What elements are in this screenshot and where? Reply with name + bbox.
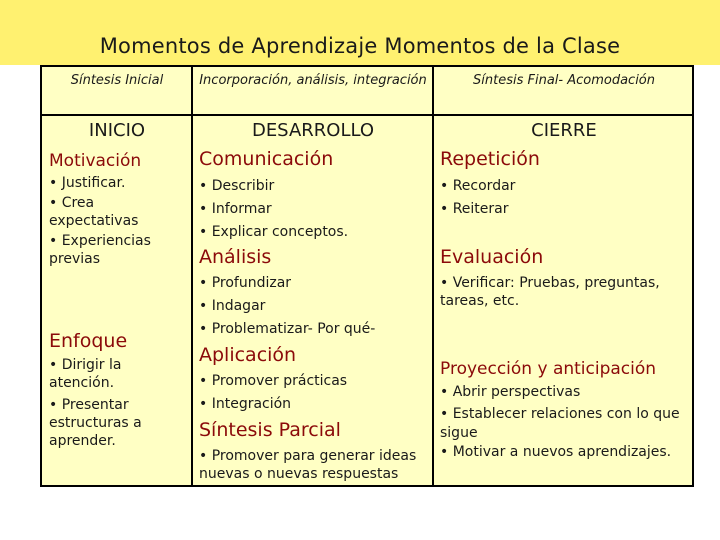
- list-item: • Indagar: [199, 298, 266, 314]
- section-items-evaluacion: [440, 274, 688, 310]
- section-items-comunicacion: [199, 175, 427, 244]
- slide-title: Momentos de Aprendizaje Momentos de la Clase: [99, 34, 621, 58]
- section-items-proyeccion: [440, 383, 690, 462]
- list-item: • Abrir perspectivas: [440, 384, 581, 400]
- column-divider: [432, 67, 434, 485]
- list-item: • Justificar.: [49, 175, 126, 191]
- section-title-comunicacion: Comunicación: [199, 148, 334, 170]
- section-items-sintesis-parcial: [199, 447, 427, 483]
- section-title-analisis: Análisis: [199, 246, 272, 268]
- section-title-evaluacion: Evaluación: [440, 246, 544, 268]
- list-item: • Promover para generar ideas nuevas o nuevas respuestas: [199, 448, 417, 482]
- list-item: • Integración: [199, 396, 292, 412]
- section-title-aplicacion: Aplicación: [199, 344, 297, 366]
- list-item: • Dirigir la atención.: [49, 357, 122, 391]
- list-item: • Explicar conceptos.: [199, 224, 349, 240]
- list-item: • Recordar: [440, 178, 516, 194]
- list-item: • Establecer relaciones con lo que sigue: [440, 406, 680, 441]
- section-title-repeticion: Repetición: [440, 148, 540, 170]
- list-item: • Informar: [199, 201, 272, 217]
- phase-inicio: INICIO: [88, 120, 146, 141]
- header-divider: [42, 114, 692, 116]
- list-item: • Verificar: Pruebas, preguntas, tareas, etc.: [440, 275, 660, 309]
- section-title-sintesis-parcial: Síntesis Parcial: [199, 419, 341, 441]
- list-item: • Profundizar: [199, 275, 292, 291]
- section-title-motivacion: Motivación: [49, 151, 142, 171]
- column-header-sintesis-final: Síntesis Final- Acomodación: [473, 73, 655, 88]
- list-item: • Describir: [199, 178, 275, 194]
- list-item: • Experiencias previas: [49, 233, 151, 267]
- column-header-sintesis-inicial: Síntesis Inicial: [70, 73, 164, 88]
- section-items-motivacion: [49, 173, 187, 268]
- section-items-repeticion: [440, 175, 688, 221]
- section-items-enfoque: [49, 356, 181, 450]
- list-item: • Problematizar- Por qué-: [199, 321, 376, 337]
- section-title-enfoque: Enfoque: [49, 330, 128, 352]
- content-table: [40, 65, 694, 487]
- phase-cierre: CIERRE: [531, 120, 597, 141]
- section-items-aplicacion: [199, 370, 427, 416]
- phase-desarrollo: DESARROLLO: [251, 120, 375, 141]
- column-header-incorporacion: Incorporación, análisis, integración: [199, 73, 427, 88]
- section-title-proyeccion: Proyección y anticipación: [440, 359, 657, 379]
- list-item: • Crea expectativas: [49, 195, 139, 229]
- list-item: • Reiterar: [440, 201, 509, 217]
- list-item: • Presentar estructuras a aprender.: [49, 397, 142, 449]
- list-item: • Motivar a nuevos aprendizajes.: [440, 444, 672, 460]
- section-items-analisis: [199, 272, 427, 341]
- column-divider: [191, 67, 193, 485]
- list-item: • Promover prácticas: [199, 373, 348, 389]
